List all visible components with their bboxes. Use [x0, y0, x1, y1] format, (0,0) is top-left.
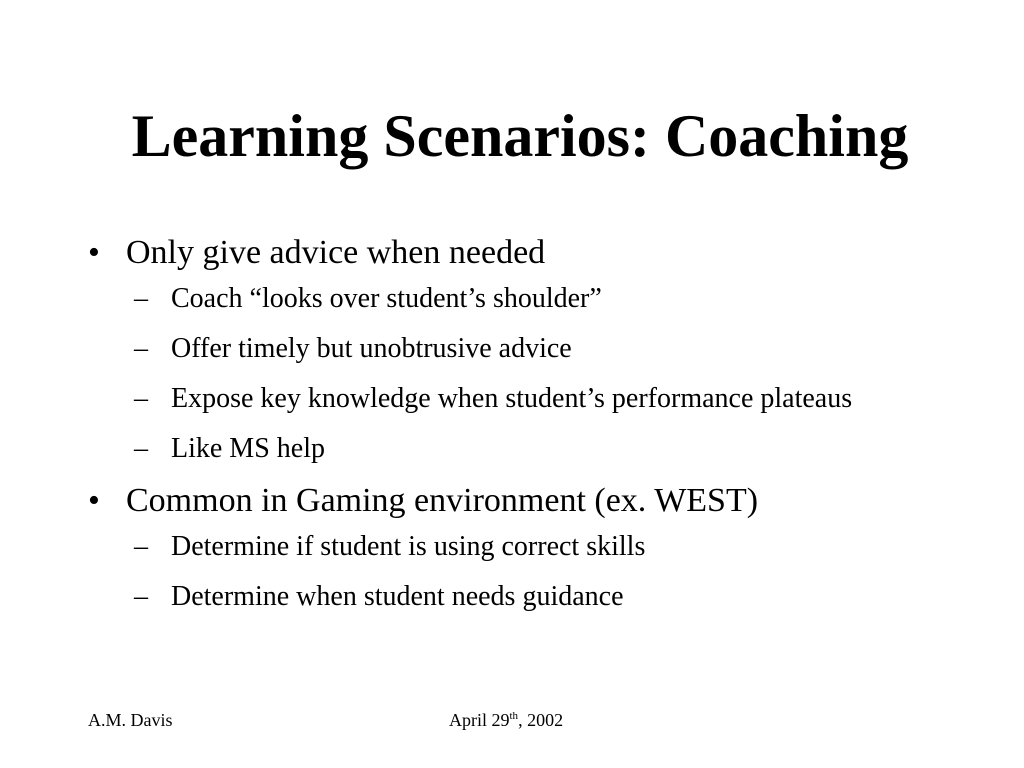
slide-title: Learning Scenarios: Coaching	[131, 103, 909, 169]
sub-bullet-item	[134, 379, 928, 419]
footer-date	[449, 708, 563, 732]
footer-date-year: , 2002	[518, 710, 564, 730]
sub-bullet-marker: –	[134, 333, 148, 364]
sub-bullet-marker: –	[134, 581, 148, 612]
sub-bullet-text: Determine when student needs guidance	[171, 581, 624, 612]
sub-list	[88, 527, 928, 617]
bullet-item	[88, 479, 928, 523]
bullet-text: Common in Gaming environment (ex. WEST)	[126, 482, 759, 519]
sub-bullet-marker: –	[134, 283, 148, 314]
sub-bullet-marker: –	[134, 433, 148, 464]
sub-bullet-text: Expose key knowledge when student’s performance plateaus	[171, 383, 853, 414]
bullet-marker: •	[88, 482, 100, 519]
footer-date-suffix: th	[509, 710, 519, 722]
slide-content	[88, 231, 928, 627]
sub-bullet-text: Offer timely but unobtrusive advice	[171, 333, 572, 364]
sub-bullet-marker: –	[134, 531, 148, 562]
sub-bullet-item	[134, 577, 928, 617]
footer-author: A.M. Davis	[88, 710, 173, 730]
sub-bullet-item	[134, 329, 928, 369]
sub-bullet-text: Coach “looks over student’s shoulder”	[171, 283, 602, 314]
sub-bullet-text: Like MS help	[171, 433, 325, 464]
bullet-item	[88, 231, 928, 275]
sub-bullet-text: Determine if student is using correct skills	[171, 531, 646, 562]
bullet-text: Only give advice when needed	[126, 234, 546, 271]
footer-date-text: April 29	[449, 710, 510, 730]
sub-bullet-item	[134, 429, 928, 469]
sub-bullet-marker: –	[134, 383, 148, 414]
bullet-marker: •	[88, 234, 100, 271]
sub-bullet-item	[134, 279, 928, 319]
sub-bullet-item	[134, 527, 928, 567]
sub-list	[88, 279, 928, 469]
